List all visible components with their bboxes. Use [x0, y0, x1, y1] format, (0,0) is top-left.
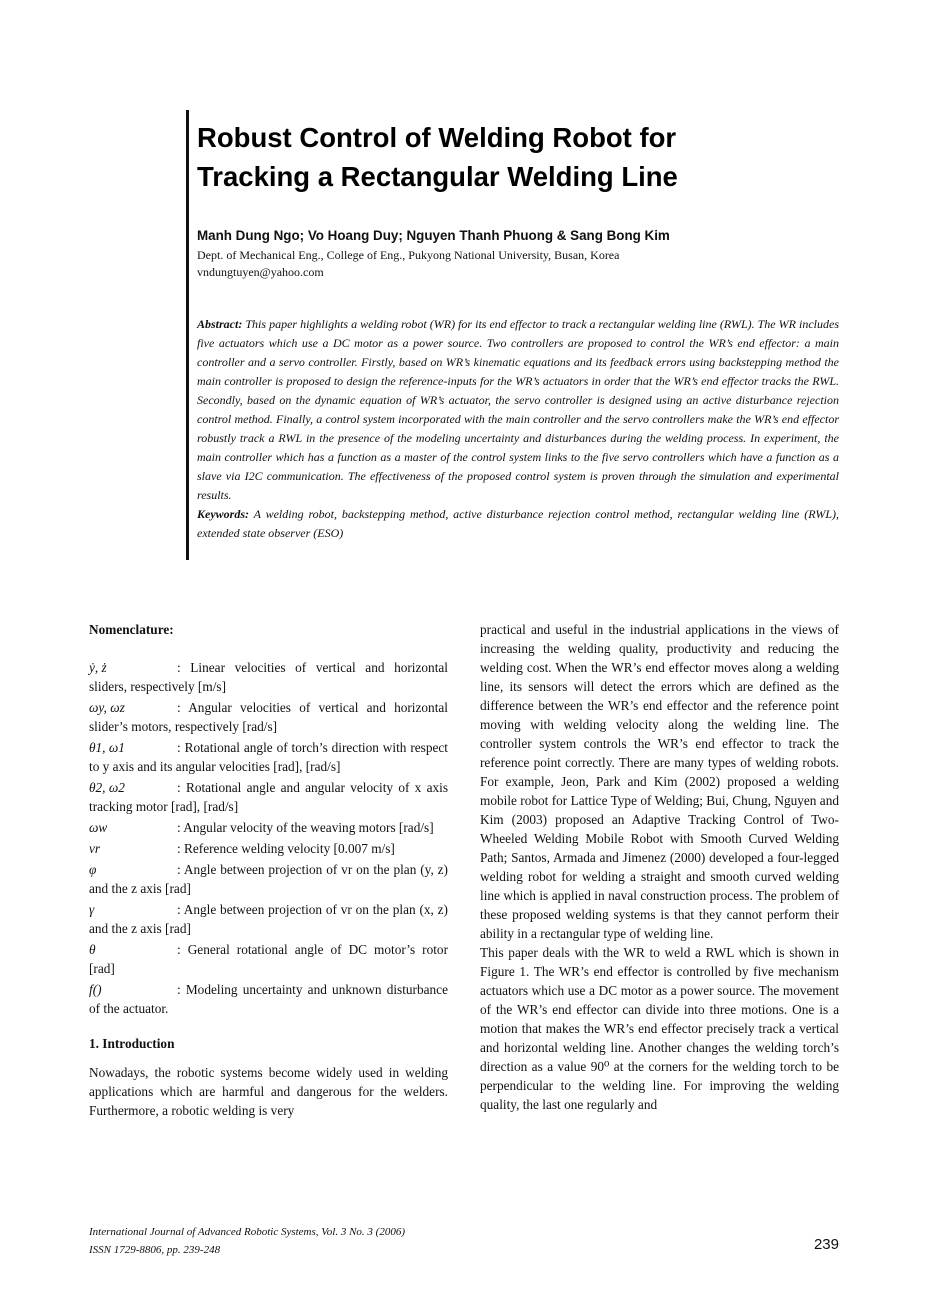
nomenclature-symbol: γ: [89, 902, 95, 917]
nomenclature-symbol: φ: [89, 862, 97, 877]
journal-citation: International Journal of Advanced Robotic Systems, Vol. 3 No. 3 (2006): [89, 1226, 406, 1238]
nomenclature-definition: : General rotational angle of DC motor’s rotor [rad]: [89, 942, 448, 976]
nomenclature-symbol: θ: [89, 942, 96, 957]
nomenclature-definition: : Linear velocities of vertical and horizontal sliders, respectively [m/s]: [89, 660, 448, 694]
introduction-paragraph-3: This paper deals with the WR to weld a RWL which is shown in Figure 1. The WR’s end effector is controlled by five mechanism actuators which use a DC motor as a power source. The movement of the WR’s end effector can divide into three motions. One is a motion that makes the WR’s end effector precisely track a vertical and horizontal welding line. Another changes the welding torch’s direction as a value 90⁰ at the corners for the welding torch to be perpendicular to the welding line. For improving the welding quality, the last one regularly and: [480, 945, 839, 1112]
journal-issn: ISSN 1729-8806, pp. 239-248: [89, 1244, 221, 1256]
abstract-paragraph: [197, 315, 839, 505]
nomenclature-item: [89, 940, 448, 978]
nomenclature-definition: : Modeling uncertainty and unknown disturbance of the actuator.: [89, 982, 448, 1016]
nomenclature-definition: : Angular velocities of vertical and horizontal slider’s motors, respectively [rad/s]: [89, 700, 448, 734]
introduction-paragraph-1: Nowadays, the robotic systems become widely used in welding applications which are harmful and dangerous for the welders. Furthermore, a robotic welding is very: [89, 1065, 448, 1118]
nomenclature-symbol: θ1, ω1: [89, 740, 125, 755]
nomenclature-definition: : Angle between projection of vr on the plan (y, z) and the z axis [rad]: [89, 862, 448, 896]
author-email: vndungtuyen@yahoo.com: [197, 265, 324, 279]
abstract-label: Abstract:: [197, 317, 243, 331]
title-line-1: Robust Control of Welding Robot for: [197, 122, 677, 153]
nomenclature-item: [89, 860, 448, 898]
abstract-block: [197, 315, 839, 543]
nomenclature-symbol: ωy, ωz: [89, 700, 125, 715]
header-vertical-rule: [186, 110, 189, 560]
nomenclature-definition: : Angular velocity of the weaving motors [rad/s]: [177, 820, 434, 835]
title-line-2: Tracking a Rectangular Welding Line: [197, 161, 678, 192]
nomenclature-definition: : Rotational angle and angular velocity of x axis tracking motor [rad], [rad/s]: [89, 780, 448, 814]
keywords-text: A welding robot, backstepping method, active disturbance rejection control method, rectangular welding line (RWL), extended state observer (ESO): [197, 507, 839, 540]
nomenclature-item: [89, 980, 448, 1018]
nomenclature-symbol: ẏ, ż: [89, 660, 107, 675]
nomenclature-symbol: ωw: [89, 820, 108, 835]
nomenclature-definition: : Angle between projection of vr on the plan (x, z) and the z axis [rad]: [89, 902, 448, 936]
introduction-heading: 1. Introduction: [89, 1036, 175, 1051]
nomenclature-item: [89, 900, 448, 938]
nomenclature-symbol: f(): [89, 982, 102, 997]
keywords-label: Keywords:: [197, 507, 249, 521]
nomenclature-symbol: θ2, ω2: [89, 780, 125, 795]
nomenclature-item: [89, 698, 448, 736]
paper-title: [197, 118, 837, 196]
nomenclature-item: [89, 658, 448, 696]
right-column: [480, 620, 839, 1114]
author-list: Manh Dung Ngo; Vo Hoang Duy; Nguyen Thanh Phuong & Sang Bong Kim: [197, 228, 670, 243]
affiliation: Dept. of Mechanical Eng., College of Eng., Pukyong National University, Busan, Korea: [197, 248, 620, 262]
abstract-text: This paper highlights a welding robot (WR) for its end effector to track a rectangular welding line (RWL). The WR includes five actuators which use a DC motor as a power source. Two controllers are proposed to control the WR’s end effector: a main controller and a servo controller. Firstly, based on WR’s kinematic equations and its feedback errors using backstepping method the main controller is proposed to design the reference-inputs for the WR’s actuators in order that the WR’s end effector tracks the RWL. Secondly, based on the dynamic equation of WR’s actuator, the servo controller is designed using an active disturbance rejection control method. Finally, a control system incorporated with the main controller and the servo controllers make the WR’s end effector robustly track a RWL in the presence of the modeling uncertainty and disturbances during the welding process. In experiment, the main controller which has a function as a master of the control system links to the five servo controllers which have a function as a slave via I2C communication. The effectiveness of the proposed control system is proven through the simulation and experimental results.: [197, 317, 839, 502]
nomenclature-definition: : Rotational angle of torch’s direction with respect to y axis and its angular velocities [rad], [rad/s]: [89, 740, 448, 774]
affiliation-block: [197, 247, 619, 281]
nomenclature-definition: : Reference welding velocity [0.007 m/s]: [177, 841, 395, 856]
nomenclature-heading: Nomenclature:: [89, 622, 174, 637]
nomenclature-item: [89, 839, 448, 858]
left-column: [89, 620, 448, 1120]
keywords-paragraph: [197, 505, 839, 543]
nomenclature-symbol: vr: [89, 841, 101, 856]
nomenclature-item: [89, 818, 448, 837]
page-number: 239: [813, 1236, 839, 1253]
nomenclature-item: [89, 738, 448, 776]
nomenclature-item: [89, 778, 448, 816]
journal-footer: [89, 1223, 405, 1259]
nomenclature-list: [89, 658, 448, 1018]
introduction-paragraph-2: practical and useful in the industrial applications in the views of increasing the welding quality, productivity and reducing the welding cost. When the WR’s end effector moves along a welding line, its sensors will detect the errors which are defined as the difference between the WR’s end effector and the reference point moving with welding velocity along the welding line. The controller system controls the WR’s end effector to track the reference point correctly. There are many types of welding robots. For example, Jeon, Park and Kim (2002) proposed a welding mobile robot for Lattice Type of Welding; Bui, Chung, Nguyen and Kim (2003) proposed an Adaptive Tracking Control of Two-Wheeled Welding Mobile Robot with Smooth Curved Welding Path; Santos, Armada and Jimenez (2000) developed a four-legged welding robot for welding a straight and smooth curved welding line which is applied in naval construction process. The problem of these proposed welding systems is that they cannot perform their ability in a rectangular type of welding line.: [480, 622, 839, 941]
